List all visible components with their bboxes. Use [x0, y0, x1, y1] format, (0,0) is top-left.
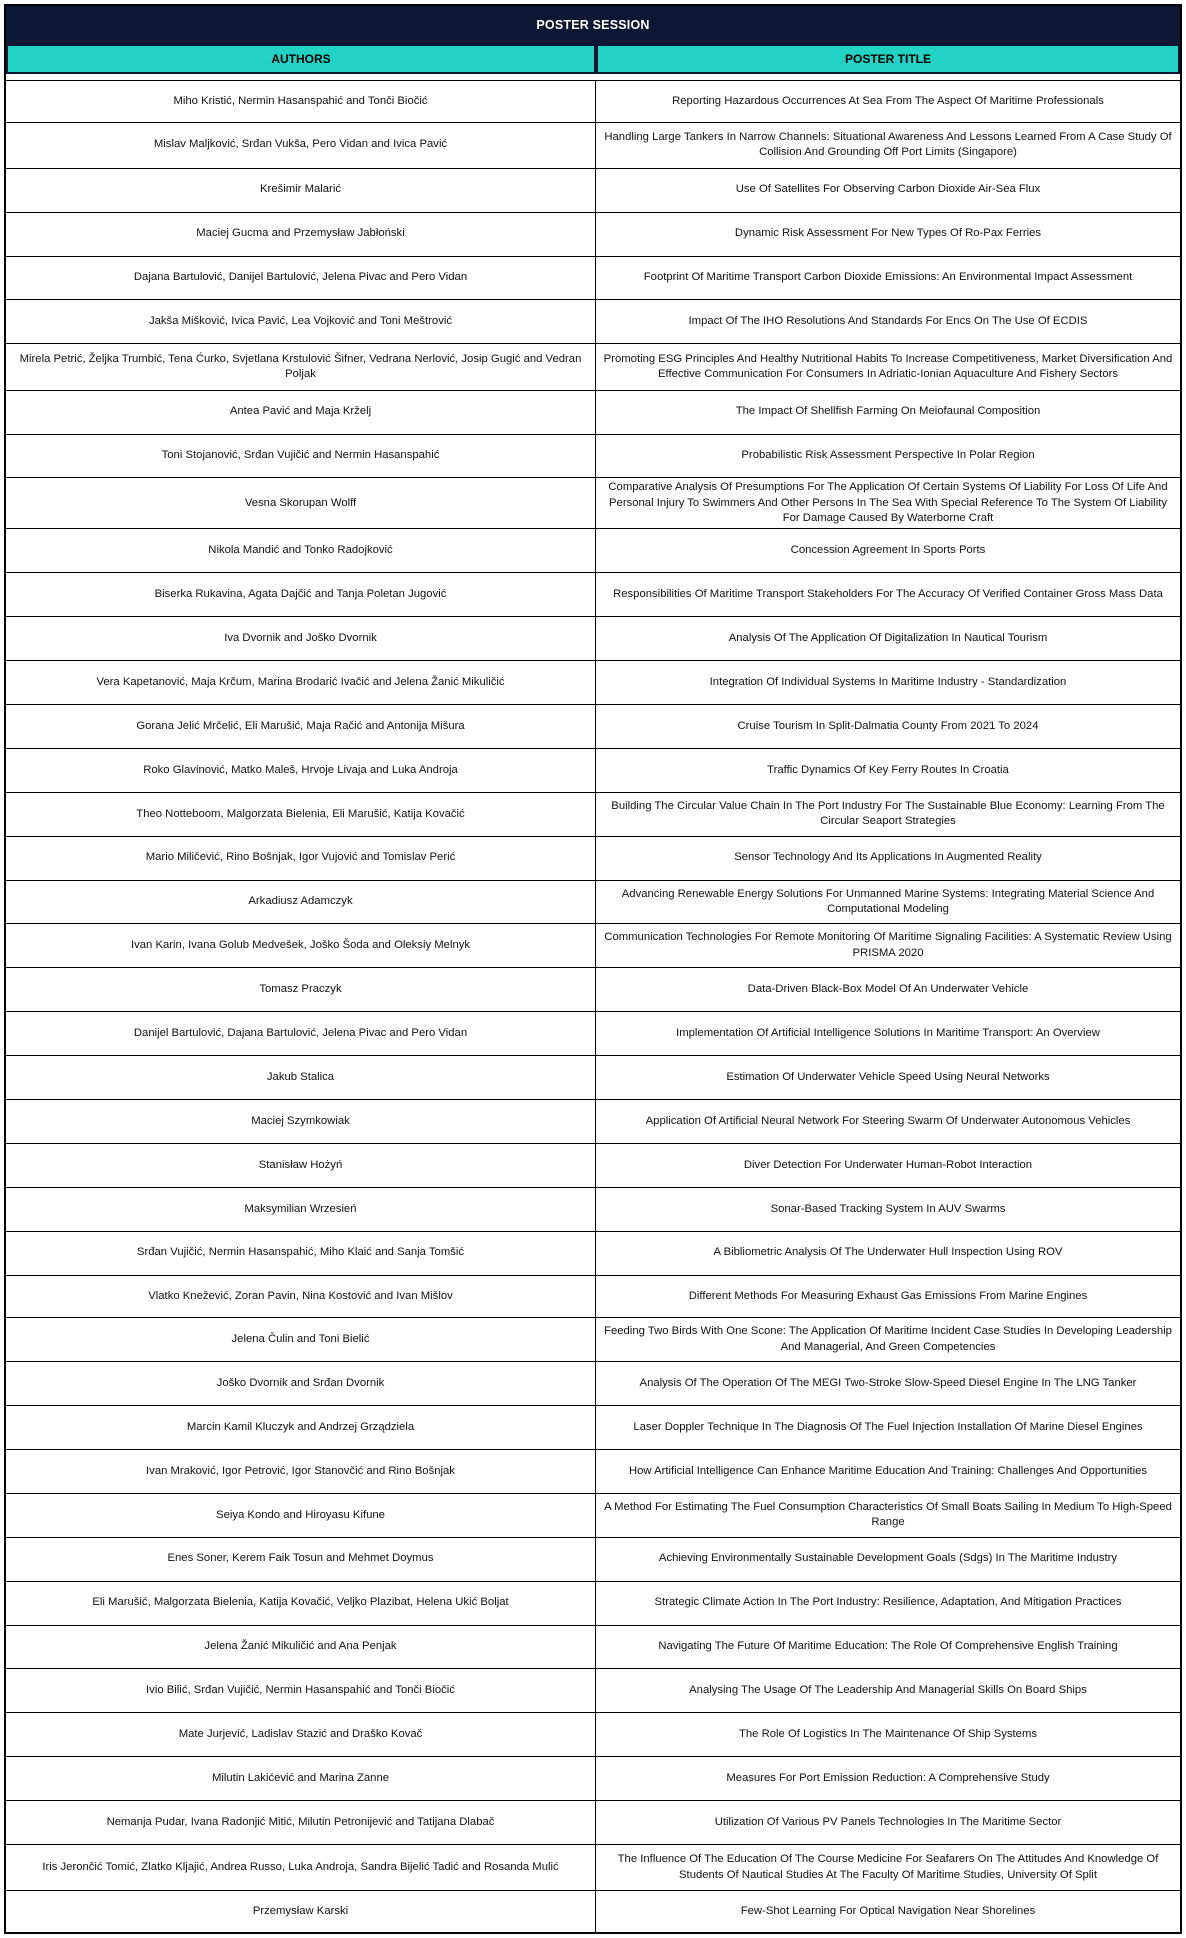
poster-title-cell: Utilization Of Various PV Panels Technologies In The Maritime Sector — [714, 1815, 1062, 1828]
poster-title-cell: Implementation Of Artificial Intelligence Solutions In Maritime Transport: An Overview — [676, 1026, 1100, 1039]
table-row — [6, 617, 1180, 661]
poster-title-cell: Feeding Two Birds With One Scone: The Application Of Maritime Incident Case Studies In Developing Leadership And Managerial, And Green Competencies — [604, 1325, 1172, 1353]
author-cell: Milutin Lakićević and Marina Zanne — [6, 1757, 596, 1800]
table-row — [6, 705, 1180, 749]
table-row — [6, 1450, 1180, 1494]
poster-title-cell: Probabilistic Risk Assessment Perspective In Polar Region — [741, 449, 1035, 462]
author-cell: Mate Jurjević, Ladislav Stazić and Draško Kovač — [6, 1713, 596, 1756]
poster-title-cell: Dynamic Risk Assessment For New Types Of Ro-Pax Ferries — [734, 227, 1042, 240]
table-row — [6, 1626, 1180, 1670]
author-cell: Arkadiusz Adamczyk — [6, 881, 596, 924]
poster-title-cell: Different Methods For Measuring Exhaust Gas Emissions From Marine Engines — [688, 1289, 1088, 1302]
author-cell: Ivan Karin, Ivana Golub Medvešek, Joško Šoda and Oleksiy Melnyk — [6, 924, 596, 967]
poster-title-cell: Building The Circular Value Chain In The Port Industry For The Sustainable Blue Economy: Learning From The Circular Seaport Strategies — [611, 799, 1165, 828]
poster-title-cell: Responsibilities Of Maritime Transport Stakeholders For The Accuracy Of Verified Container Gross Mass Data — [613, 588, 1163, 601]
author-cell: Theo Notteboom, Malgorzata Bielenia, Eli Marušić, Katija Kovačić — [6, 793, 596, 836]
table-row — [6, 1056, 1180, 1100]
author-cell: Seiya Kondo and Hiroyasu Kifune — [6, 1494, 596, 1537]
author-cell: Biserka Rukavina, Agata Dajčić and Tanja Poletan Jugović — [6, 573, 596, 616]
poster-session-table — [4, 4, 1182, 1934]
poster-title-cell: Footprint Of Maritime Transport Carbon Dioxide Emissions: An Environmental Impact Assessment — [643, 271, 1133, 284]
poster-title-cell: Sonar-Based Tracking System In AUV Swarms — [770, 1202, 1006, 1215]
author-cell: Nemanja Pudar, Ivana Radonjić Mitić, Milutin Petronijević and Tatijana Dlabač — [6, 1801, 596, 1844]
poster-title-cell: Impact Of The IHO Resolutions And Standards For Encs On The Use Of ECDIS — [688, 315, 1088, 328]
author-cell: Vlatko Knežević, Zoran Pavin, Nina Kostović and Ivan Mišlov — [6, 1276, 596, 1318]
table-row — [6, 1012, 1180, 1056]
table-row — [6, 1538, 1180, 1582]
author-cell: Mario Miličević, Rino Bošnjak, Igor Vujović and Tomislav Perić — [6, 837, 596, 880]
poster-title-cell: Integration Of Individual Systems In Maritime Industry - Standardization — [709, 675, 1067, 688]
header-spacer — [6, 74, 1180, 81]
authors-column-header: AUTHORS — [6, 44, 596, 74]
poster-title-cell: Analysis Of The Operation Of The MEGI Two-Stroke Slow-Speed Diesel Engine In The LNG Tanker — [639, 1376, 1137, 1389]
author-cell: Jelena Čulin and Toni Bielić — [6, 1318, 596, 1361]
author-cell: Dajana Bartulović, Danijel Bartulović, Jelena Pivac and Pero Vidan — [6, 257, 596, 300]
author-cell: Marcin Kamil Kluczyk and Andrzej Grządziela — [6, 1406, 596, 1449]
poster-title-cell: Estimation Of Underwater Vehicle Speed Using Neural Networks — [726, 1070, 1050, 1083]
author-cell: Miho Kristić, Nermin Hasanspahić and Tonči Biočić — [6, 81, 596, 122]
author-cell: Vera Kapetanović, Maja Krčum, Marina Brodarić Ivačić and Jelena Žanić Mikuličić — [6, 661, 596, 704]
author-cell: Przemysław Karski — [6, 1891, 596, 1932]
author-cell: Enes Soner, Kerem Faik Tosun and Mehmet Doymus — [6, 1538, 596, 1581]
author-cell: Jakša Mišković, Ivica Pavić, Lea Vojković and Toni Meštrović — [6, 300, 596, 343]
table-row — [6, 391, 1180, 435]
table-row — [6, 169, 1180, 213]
poster-title-cell: Comparative Analysis Of Presumptions For The Application Of Certain Systems Of Liability For Loss Of Life And Personal Injury To Swimmers And Other Persons In The Sea With Special Reference To The System Of Liability For Damage Caused By Waterborne Craft — [608, 481, 1168, 525]
table-row — [6, 793, 1180, 837]
poster-title-cell: Navigating The Future Of Maritime Education: The Role Of Comprehensive English Training — [658, 1640, 1118, 1653]
author-cell: Vesna Skorupan Wolff — [6, 478, 596, 528]
author-cell: Stanisław Hożyń — [6, 1144, 596, 1187]
author-cell: Jakub Stalica — [6, 1056, 596, 1099]
table-row — [6, 257, 1180, 301]
table-row — [6, 1318, 1180, 1362]
poster-title-cell: Traffic Dynamics Of Key Ferry Routes In Croatia — [767, 763, 1009, 776]
author-cell: Tomasz Praczyk — [6, 968, 596, 1011]
table-row — [6, 924, 1180, 968]
author-cell: Iva Dvornik and Joško Dvornik — [6, 617, 596, 660]
author-cell: Ivio Bilić, Srđan Vujičić, Nermin Hasanspahić and Tonči Biočić — [6, 1669, 596, 1712]
table-row — [6, 749, 1180, 793]
poster-title-cell: Measures For Port Emission Reduction: A Comprehensive Study — [726, 1771, 1050, 1784]
table-row — [6, 1494, 1180, 1538]
poster-title-cell: Concession Agreement In Sports Ports — [790, 544, 986, 557]
poster-title-cell: A Method For Estimating The Fuel Consumption Characteristics Of Small Boats Sailing In Medium To High-Speed Range — [604, 1500, 1172, 1529]
table-title: POSTER SESSION — [6, 6, 1180, 44]
table-row — [6, 837, 1180, 881]
poster-title-cell: Strategic Climate Action In The Port Industry: Resilience, Adaptation, And Mitigation Practices — [654, 1596, 1122, 1609]
table-row — [6, 1406, 1180, 1450]
poster-title-cell: Analysing The Usage Of The Leadership And Managerial Skills On Board Ships — [689, 1684, 1087, 1697]
table-row — [6, 344, 1180, 390]
author-cell: Maciej Gucma and Przemysław Jabłoński — [6, 213, 596, 256]
poster-title-cell: How Artificial Intelligence Can Enhance Maritime Education And Training: Challenges And Opportunities — [628, 1464, 1148, 1477]
table-row — [6, 1801, 1180, 1845]
table-row — [6, 300, 1180, 344]
author-cell: Nikola Mandić and Tonko Radojković — [6, 529, 596, 572]
table-row — [6, 1188, 1180, 1232]
poster-title-cell: The Impact Of Shellfish Farming On Meiofaunal Composition — [735, 405, 1041, 418]
author-cell: Eli Marušić, Malgorzata Bielenia, Katija Kovačić, Veljko Plazibat, Helena Ukić Boljat — [6, 1582, 596, 1625]
table-row — [6, 661, 1180, 705]
table-row — [6, 1100, 1180, 1144]
poster-title-cell: Diver Detection For Underwater Human-Robot Interaction — [743, 1158, 1033, 1171]
poster-title-cell: The Role Of Logistics In The Maintenance Of Ship Systems — [738, 1728, 1038, 1741]
table-row — [6, 1891, 1180, 1932]
poster-title-cell: A Bibliometric Analysis Of The Underwater Hull Inspection Using ROV — [713, 1246, 1063, 1259]
poster-title-cell: Use Of Satellites For Observing Carbon Dioxide Air-Sea Flux — [735, 183, 1041, 196]
poster-title-cell: Analysis Of The Application Of Digitalization In Nautical Tourism — [728, 631, 1048, 644]
poster-title-cell: Sensor Technology And Its Applications In Augmented Reality — [734, 851, 1042, 864]
poster-title-cell: The Influence Of The Education Of The Course Medicine For Seafarers On The Attitudes And Knowledge Of Students Of Nautical Studies At The Faculty Of Maritime Studies, University Of Split — [617, 1853, 1159, 1881]
poster-title-cell: Data-Driven Black-Box Model Of An Underwater Vehicle — [747, 983, 1029, 996]
poster-title-column-header: POSTER TITLE — [596, 44, 1180, 74]
author-cell: Gorana Jelić Mrčelić, Eli Marušić, Maja Račić and Antonija Mišura — [6, 705, 596, 748]
author-cell: Toni Stojanović, Srđan Vujičić and Nermin Hasanspahić — [6, 435, 596, 478]
poster-title-cell: Laser Doppler Technique In The Diagnosis Of The Fuel Injection Installation Of Marine Diesel Engines — [633, 1420, 1143, 1433]
author-cell: Iris Jerončić Tomić, Zlatko Kljajić, Andrea Russo, Luka Androja, Sandra Bijelić Tadić and Rosanda Mulić — [6, 1845, 596, 1890]
table-row — [6, 1582, 1180, 1626]
author-cell: Danijel Bartulović, Dajana Bartulović, Jelena Pivac and Pero Vidan — [6, 1012, 596, 1055]
table-body — [6, 81, 1180, 1932]
table-row — [6, 1669, 1180, 1713]
table-row — [6, 881, 1180, 925]
poster-title-cell: Promoting ESG Principles And Healthy Nutritional Habits To Increase Competitiveness, Market Diversification And Effective Communication For Consumers In Adriatic-Ionian Aquaculture And Fishery Sectors — [603, 352, 1173, 380]
table-row — [6, 1144, 1180, 1188]
poster-title-cell: Communication Technologies For Remote Monitoring Of Maritime Signaling Facilities: A Systematic Review Using PRISMA 2020 — [604, 931, 1172, 959]
header-row — [6, 44, 1180, 74]
author-cell: Roko Glavinović, Matko Maleš, Hrvoje Livaja and Luka Androja — [6, 749, 596, 792]
poster-title-cell: Application Of Artificial Neural Network For Steering Swarm Of Underwater Autonomous Vehicles — [645, 1114, 1131, 1127]
author-cell: Srđan Vujičić, Nermin Hasanspahić, Miho Klaić and Sanja Tomšić — [6, 1232, 596, 1275]
author-cell: Jelena Žanić Mikuličić and Ana Penjak — [6, 1626, 596, 1669]
table-row — [6, 1276, 1180, 1319]
table-row — [6, 968, 1180, 1012]
poster-title-cell: Advancing Renewable Energy Solutions For Unmanned Marine Systems: Integrating Material Science And Computational Modeling — [621, 887, 1155, 916]
table-row — [6, 123, 1180, 169]
table-row — [6, 529, 1180, 573]
poster-title-cell: Reporting Hazardous Occurrences At Sea From The Aspect Of Maritime Professionals — [672, 94, 1104, 107]
table-row — [6, 478, 1180, 529]
poster-title-cell: Achieving Environmentally Sustainable Development Goals (Sdgs) In The Maritime Industry — [658, 1552, 1118, 1565]
table-row — [6, 1713, 1180, 1757]
author-cell: Antea Pavić and Maja Krželj — [6, 391, 596, 434]
author-cell: Krešimir Malarić — [6, 169, 596, 212]
table-row — [6, 81, 1180, 123]
author-cell: Mislav Maljković, Srđan Vukša, Pero Vidan and Ivica Pavić — [6, 123, 596, 168]
table-row — [6, 213, 1180, 257]
table-row — [6, 435, 1180, 479]
table-row — [6, 1362, 1180, 1406]
poster-title-cell: Handling Large Tankers In Narrow Channels: Situational Awareness And Lessons Learned From A Case Study Of Collision And Grounding Off Port Limits (Singapore) — [604, 130, 1172, 159]
table-row — [6, 1232, 1180, 1276]
table-row — [6, 1757, 1180, 1801]
author-cell: Maciej Szymkowiak — [6, 1100, 596, 1143]
table-row — [6, 1845, 1180, 1891]
author-cell: Maksymilian Wrzesień — [6, 1188, 596, 1231]
poster-title-cell: Cruise Tourism In Split-Dalmatia County From 2021 To 2024 — [737, 719, 1039, 732]
author-cell: Joško Dvornik and Srđan Dvornik — [6, 1362, 596, 1405]
table-row — [6, 573, 1180, 617]
author-cell: Ivan Mraković, Igor Petrović, Igor Stanovčić and Rino Bošnjak — [6, 1450, 596, 1493]
poster-title-cell: Few-Shot Learning For Optical Navigation Near Shorelines — [740, 1904, 1036, 1917]
author-cell: Mirela Petrić, Željka Trumbić, Tena Ćurko, Svjetlana Krstulović Šifner, Vedrana Nerlović, Josip Gugić and Vedran Poljak — [6, 344, 596, 389]
